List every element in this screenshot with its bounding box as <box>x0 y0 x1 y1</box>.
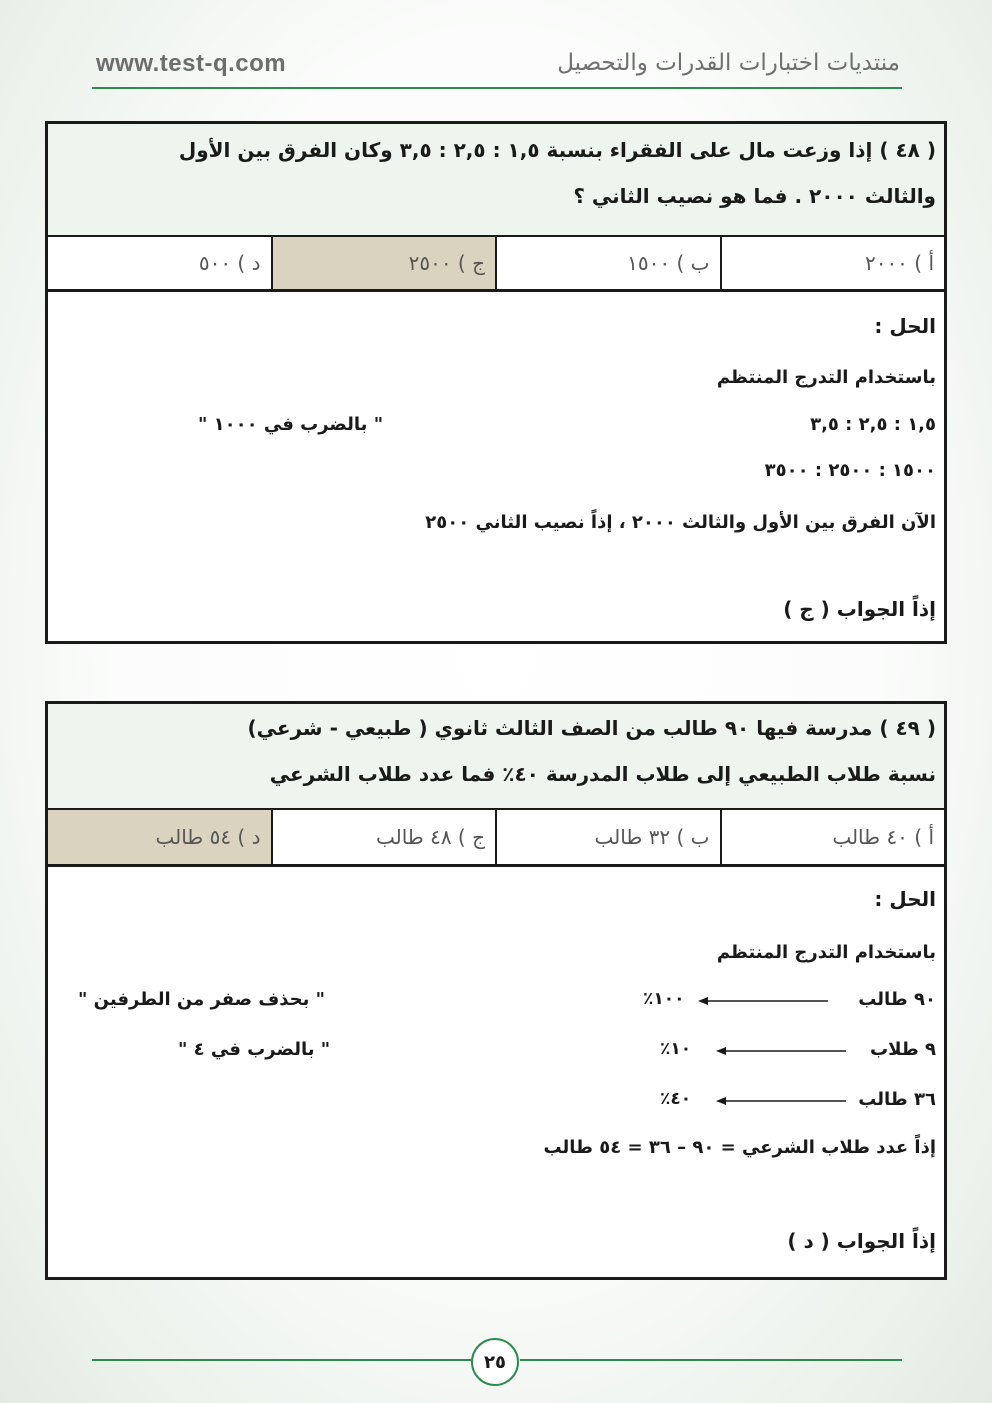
question-49-solution <box>48 867 944 1275</box>
solution-title: الحل : <box>874 314 936 338</box>
option-d[interactable]: د ) ٥٠٠ <box>48 237 273 289</box>
question-48-line-2: والثالث ٢٠٠٠ . فما هو نصيب الثاني ؟ <box>573 184 936 208</box>
question-48-text <box>48 124 944 237</box>
question-49-options <box>48 810 944 867</box>
question-49-text <box>48 704 944 810</box>
solution-title: الحل : <box>874 887 936 911</box>
question-48-options <box>48 237 944 292</box>
site-name: منتديات اختبارات القدرات والتحصيل <box>557 50 900 76</box>
option-c-correct[interactable]: ج ) ٢٥٠٠ <box>273 237 498 289</box>
question-48-box <box>45 121 947 644</box>
arrow-left-icon <box>716 1046 846 1056</box>
solution-method: باستخدام التدرج المنتظم <box>716 942 936 963</box>
solution-conclusion: إذاً عدد طلاب الشرعي = ٩٠ – ٣٦ = ٥٤ طالب <box>543 1137 936 1158</box>
ratio-line-1: ١,٥ : ٢,٥ : ٣,٥ <box>810 414 936 435</box>
option-b[interactable]: ب ) ١٥٠٠ <box>497 237 722 289</box>
solution-conclusion: الآن الفرق بين الأول والثالث ٢٠٠٠ ، إذاً نصيب الثاني ٢٥٠٠ <box>425 512 936 533</box>
option-a[interactable]: أ ) ٢٠٠٠ <box>864 251 934 275</box>
note-multiply-4: " بالضرب في ٤ " <box>178 1039 331 1060</box>
row-3-percent: ٤٠٪ <box>660 1089 692 1109</box>
row-1-label: ٩٠ طالب <box>858 989 936 1010</box>
multiply-note: " بالضرب في ١٠٠٠ " <box>198 414 384 435</box>
solution-method: باستخدام التدرج المنتظم <box>716 367 936 388</box>
site-url: www.test-q.com <box>96 50 287 77</box>
header-divider <box>92 87 902 89</box>
ratio-line-2: ١٥٠٠ : ٢٥٠٠ : ٣٥٠٠ <box>764 460 936 481</box>
question-49-line-2: نسبة طلاب الطبيعي إلى طلاب المدرسة ٤٠٪ فما عدد طلاب الشرعي <box>269 762 936 786</box>
page-number: ٢٥ <box>471 1338 519 1386</box>
note-remove-zero: " بحذف صفر من الطرفين " <box>78 989 326 1010</box>
arrow-left-icon <box>716 1096 846 1106</box>
question-49-line-1: ( ٤٩ ) مدرسة فيها ٩٠ طالب من الصف الثالث ثانوي ( طبيعي - شرعي) <box>247 716 936 740</box>
footer-divider-left <box>92 1359 472 1361</box>
row-1-percent: ١٠٠٪ <box>643 989 685 1009</box>
row-2-percent: ١٠٪ <box>660 1039 692 1059</box>
arrow-left-icon <box>698 996 828 1006</box>
option-c[interactable]: ج ) ٤٨ طالب <box>273 810 498 864</box>
solution-answer: إذاً الجواب ( د ) <box>787 1229 936 1253</box>
option-a[interactable]: أ ) ٤٠ طالب <box>832 825 934 849</box>
option-d-correct[interactable]: د ) ٥٤ طالب <box>48 810 273 864</box>
solution-answer: إذاً الجواب ( ج ) <box>783 597 936 621</box>
question-49-box <box>45 701 947 1280</box>
row-3-label: ٣٦ طالب <box>858 1089 936 1110</box>
question-48-solution <box>48 292 944 635</box>
row-2-label: ٩ طلاب <box>870 1039 936 1060</box>
question-48-line-1: ( ٤٨ ) إذا وزعت مال على الفقراء بنسبة ١,٥ : ٢,٥ : ٣,٥ وكان الفرق بين الأول <box>178 138 936 162</box>
footer-divider-right <box>520 1359 902 1361</box>
option-b[interactable]: ب ) ٣٢ طالب <box>497 810 722 864</box>
